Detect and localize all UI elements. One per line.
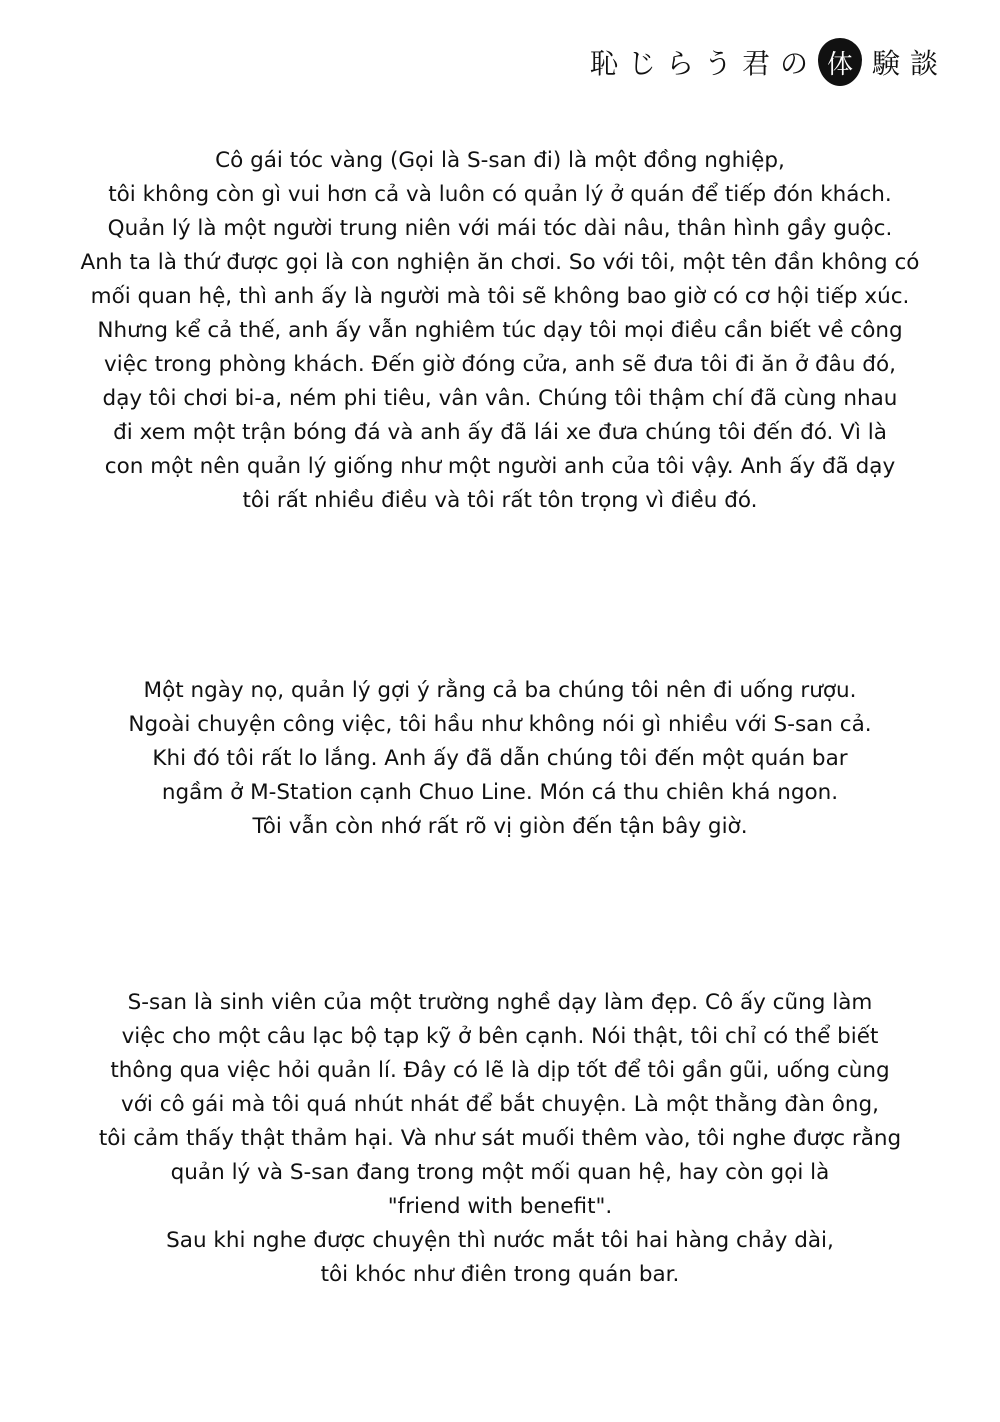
text-line: quản lý và S-san đang trong một mối quan hệ, hay còn gọi là (170, 1160, 830, 1185)
text-line: việc cho một câu lạc bộ tạp kỹ ở bên cạnh. Nói thật, tôi chỉ có thể biết (121, 1024, 879, 1049)
text-line: Tôi vẫn còn nhớ rất rõ vị giòn đến tận bây giờ. (252, 814, 748, 839)
text-line: ngầm ở M-Station cạnh Chuo Line. Món cá thu chiên khá ngon. (161, 780, 839, 805)
text-line: Một ngày nọ, quản lý gợi ý rằng cả ba chúng tôi nên đi uống rượu. (143, 678, 857, 703)
header-title-badge: 体 (818, 38, 862, 86)
text-line: Khi đó tôi rất lo lắng. Anh ấy đã dẫn chúng tôi đến một quán bar (152, 746, 848, 771)
text-line: tôi rất nhiều điều và tôi rất tôn trọng vì điều đó. (242, 488, 758, 513)
text-line: "friend with benefit". (387, 1194, 613, 1219)
paragraph-s-san-story (30, 986, 970, 1292)
text-line: dạy tôi chơi bi-a, ném phi tiêu, vân vân. Chúng tôi thậm chí đã cùng nhau (102, 386, 898, 411)
text-line: đi xem một trận bóng đá và anh ấy đã lái xe đưa chúng tôi đến đó. Vì là (113, 420, 887, 445)
header-title-prefix: 恥じらう君の (589, 47, 818, 80)
text-line: thông qua việc hỏi quản lí. Đây có lẽ là dịp tốt để tôi gần gũi, uống cùng (110, 1058, 890, 1083)
text-line: Anh ta là thứ được gọi là con nghiện ăn chơi. So với tôi, một tên đần không có (80, 250, 920, 275)
text-line: tôi không còn gì vui hơn cả và luôn có quản lý ở quán để tiếp đón khách. (108, 182, 892, 207)
text-line: mối quan hệ, thì anh ấy là người mà tôi sẽ không bao giờ có cơ hội tiếp xúc. (90, 284, 910, 309)
text-line: với cô gái mà tôi quá nhút nhát để bắt chuyện. Là một thằng đàn ông, (121, 1092, 879, 1117)
text-line: con một nên quản lý giống như một người anh của tôi vậy. Anh ấy đã dạy (104, 454, 896, 479)
text-line: việc trong phòng khách. Đến giờ đóng cửa, anh sẽ đưa tôi đi ăn ở đâu đó, (104, 352, 896, 377)
text-line: Quản lý là một người trung niên với mái tóc dài nâu, thân hình gầy guộc. (107, 216, 893, 241)
paragraph-drinking-invite (30, 674, 970, 844)
text-line: Sau khi nghe được chuyện thì nước mắt tôi hai hàng chảy dài, (166, 1228, 834, 1253)
page-header-title (590, 38, 948, 86)
text-line: S-san là sinh viên của một trường nghề dạy làm đẹp. Cô ấy cũng làm (127, 990, 873, 1015)
header-title-suffix: 験談 (871, 47, 948, 80)
text-line: tôi cảm thấy thật thảm hại. Và như sát muối thêm vào, tôi nghe được rằng (98, 1126, 902, 1151)
text-line: Cô gái tóc vàng (Gọi là S-san đi) là một đồng nghiệp, (215, 148, 785, 173)
text-line: Nhưng kể cả thế, anh ấy vẫn nghiêm túc dạy tôi mọi điều cần biết về công (97, 318, 903, 343)
paragraph-coworker-intro (30, 144, 970, 518)
text-line: Ngoài chuyện công việc, tôi hầu như không nói gì nhiều với S-san cả. (128, 712, 872, 737)
text-line: tôi khóc như điên trong quán bar. (320, 1262, 680, 1287)
